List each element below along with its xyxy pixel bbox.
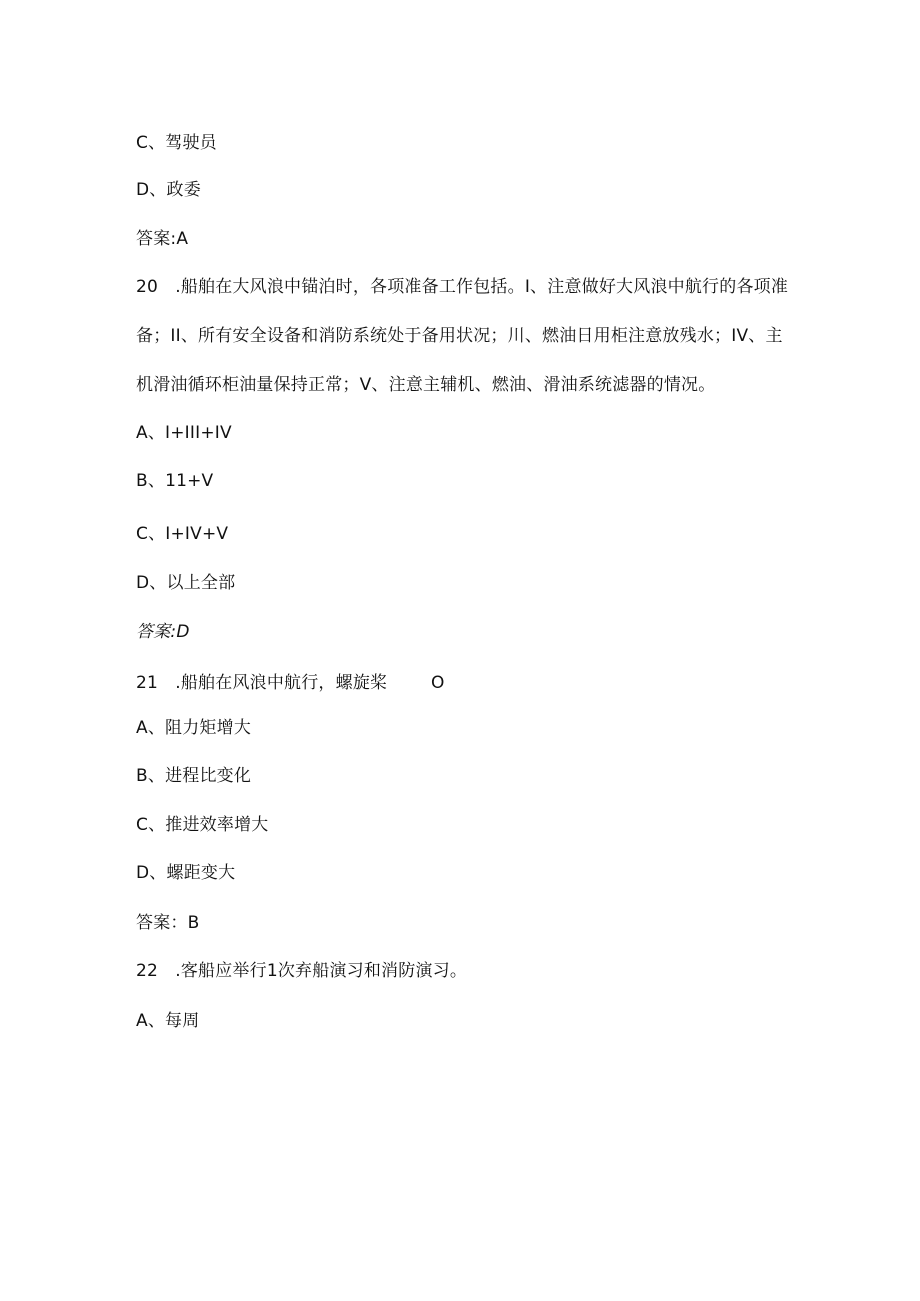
q19-option-d: D、政委 [136, 180, 201, 200]
q20-stem-line-2: 备；II、所有安全设备和消防系统处于备用状况；川、燃油日用柜注意放残水；IV、主 [136, 326, 783, 346]
q20-option-b: B、11+V [136, 471, 214, 491]
q20-answer: 答案:D [136, 622, 190, 642]
q19-answer: 答案:A [136, 229, 189, 249]
q21-option-a: A、阻力矩增大 [136, 718, 252, 738]
q21-stem: 21 .船舶在风浪中航行，螺旋桨 [136, 673, 388, 693]
q20-option-c: C、I+IV+V [136, 524, 229, 544]
q20-option-d: D、以上全部 [136, 573, 236, 593]
q21-option-c: C、推进效率增大 [136, 815, 269, 835]
q21-answer: 答案：B [136, 913, 200, 933]
q20-option-a: A、I+III+IV [136, 423, 232, 443]
q19-option-c: C、驾驶员 [136, 133, 217, 153]
q21-option-b: B、进程比变化 [136, 766, 252, 786]
q21-option-d: D、螺距变大 [136, 863, 236, 883]
q20-stem-line-1: 20 .船舶在大风浪中锚泊时，各项准备工作包括。I、注意做好大风浪中航行的各项准 [136, 277, 789, 297]
q21-blank-marker: O [431, 673, 445, 693]
q20-stem-line-3: 机滑油循环柜油量保持正常；V、注意主辅机、燃油、滑油系统滤器的情况。 [136, 375, 716, 395]
q22-stem: 22 .客船应举行1次弃船演习和消防演习。 [136, 961, 468, 981]
q22-option-a: A、每周 [136, 1011, 200, 1031]
